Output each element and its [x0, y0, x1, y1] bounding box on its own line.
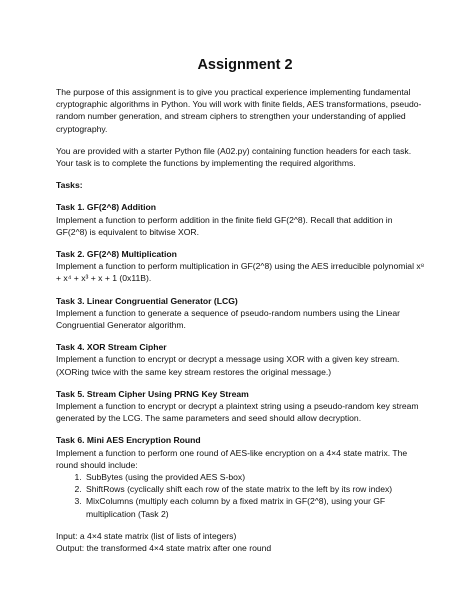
- input-line: Input: a 4×4 state matrix (list of lists of integers): [56, 530, 237, 541]
- intro-paragraph-2: You are provided with a starter Python file (A02.py) containing function headers for each task. Your task is to complete the functions by implementing the required algorithms.: [56, 145, 412, 169]
- task-2: [56, 248, 426, 285]
- round-step-shiftrows: 2. ShiftRows (cyclically shift each row of the state matrix to the left by its row index): [84, 483, 426, 495]
- task-5-body: Implement a function to encrypt or decrypt a plaintext string using a pseudo-random key stream generated by the LCG. The same parameters and seed should allow decryption.: [56, 401, 419, 424]
- task-4-body: Implement a function to encrypt or decrypt a message using XOR with a given key stream. (XORing twice with the same key stream restores the original message.): [56, 354, 400, 377]
- task-3-title: Task 3. Linear Congruential Generator (LCG): [56, 295, 238, 306]
- task-6: [56, 434, 426, 519]
- task-3: [56, 295, 426, 332]
- task-1-body: Implement a function to perform addition in the finite field GF(2^8). Recall that addition in GF(2^8) is equivalent to bitwise XOR.: [56, 214, 393, 237]
- task-6-body: Implement a function to perform one round of AES-like encryption on a 4×4 state matrix. The round should include:: [56, 447, 408, 470]
- document-content: [56, 56, 426, 554]
- task-2-body: Implement a function to perform multiplication in GF(2^8) using the AES irreducible polynomial x⁸ + x⁴ + x³ + x + 1 (0x11B).: [56, 261, 425, 284]
- task-1-title: Task 1. GF(2^8) Addition: [56, 202, 157, 213]
- intro-paragraph-1: The purpose of this assignment is to give you practical experience implementing fundamental cryptographic algorithms in Python. You will work with finite fields, AES transformations, pseudo-random number generation, and stream ciphers to strengthen your understanding of applied cryptography.: [56, 87, 422, 134]
- task-3-body: Implement a function to generate a sequence of pseudo-random numbers using the Linear Congruential Generator algorithm.: [56, 307, 400, 331]
- task-1: [56, 201, 426, 238]
- round-step-mixcolumns: 3. MixColumns (multiply each column by a fixed matrix in GF(2^8), using your GF multiplication (Task 2): [84, 495, 426, 519]
- task-5-title: Task 5. Stream Cipher Using PRNG Key Stream: [56, 388, 249, 399]
- round-step-subbytes: 1. SubBytes (using the provided AES S-box): [84, 471, 426, 483]
- task-2-title: Task 2. GF(2^8) Multiplication: [56, 249, 177, 260]
- output-line: Output: the transformed 4×4 state matrix after one round: [56, 543, 272, 554]
- task-4-title: Task 4. XOR Stream Cipher: [56, 342, 167, 353]
- tasks-heading: Tasks:: [56, 180, 83, 191]
- round-steps-list: [56, 471, 426, 520]
- task-4: [56, 341, 426, 378]
- task-6-title: Task 6. Mini AES Encryption Round: [56, 435, 201, 446]
- document-title: Assignment 2: [197, 57, 293, 73]
- task-5: [56, 388, 426, 425]
